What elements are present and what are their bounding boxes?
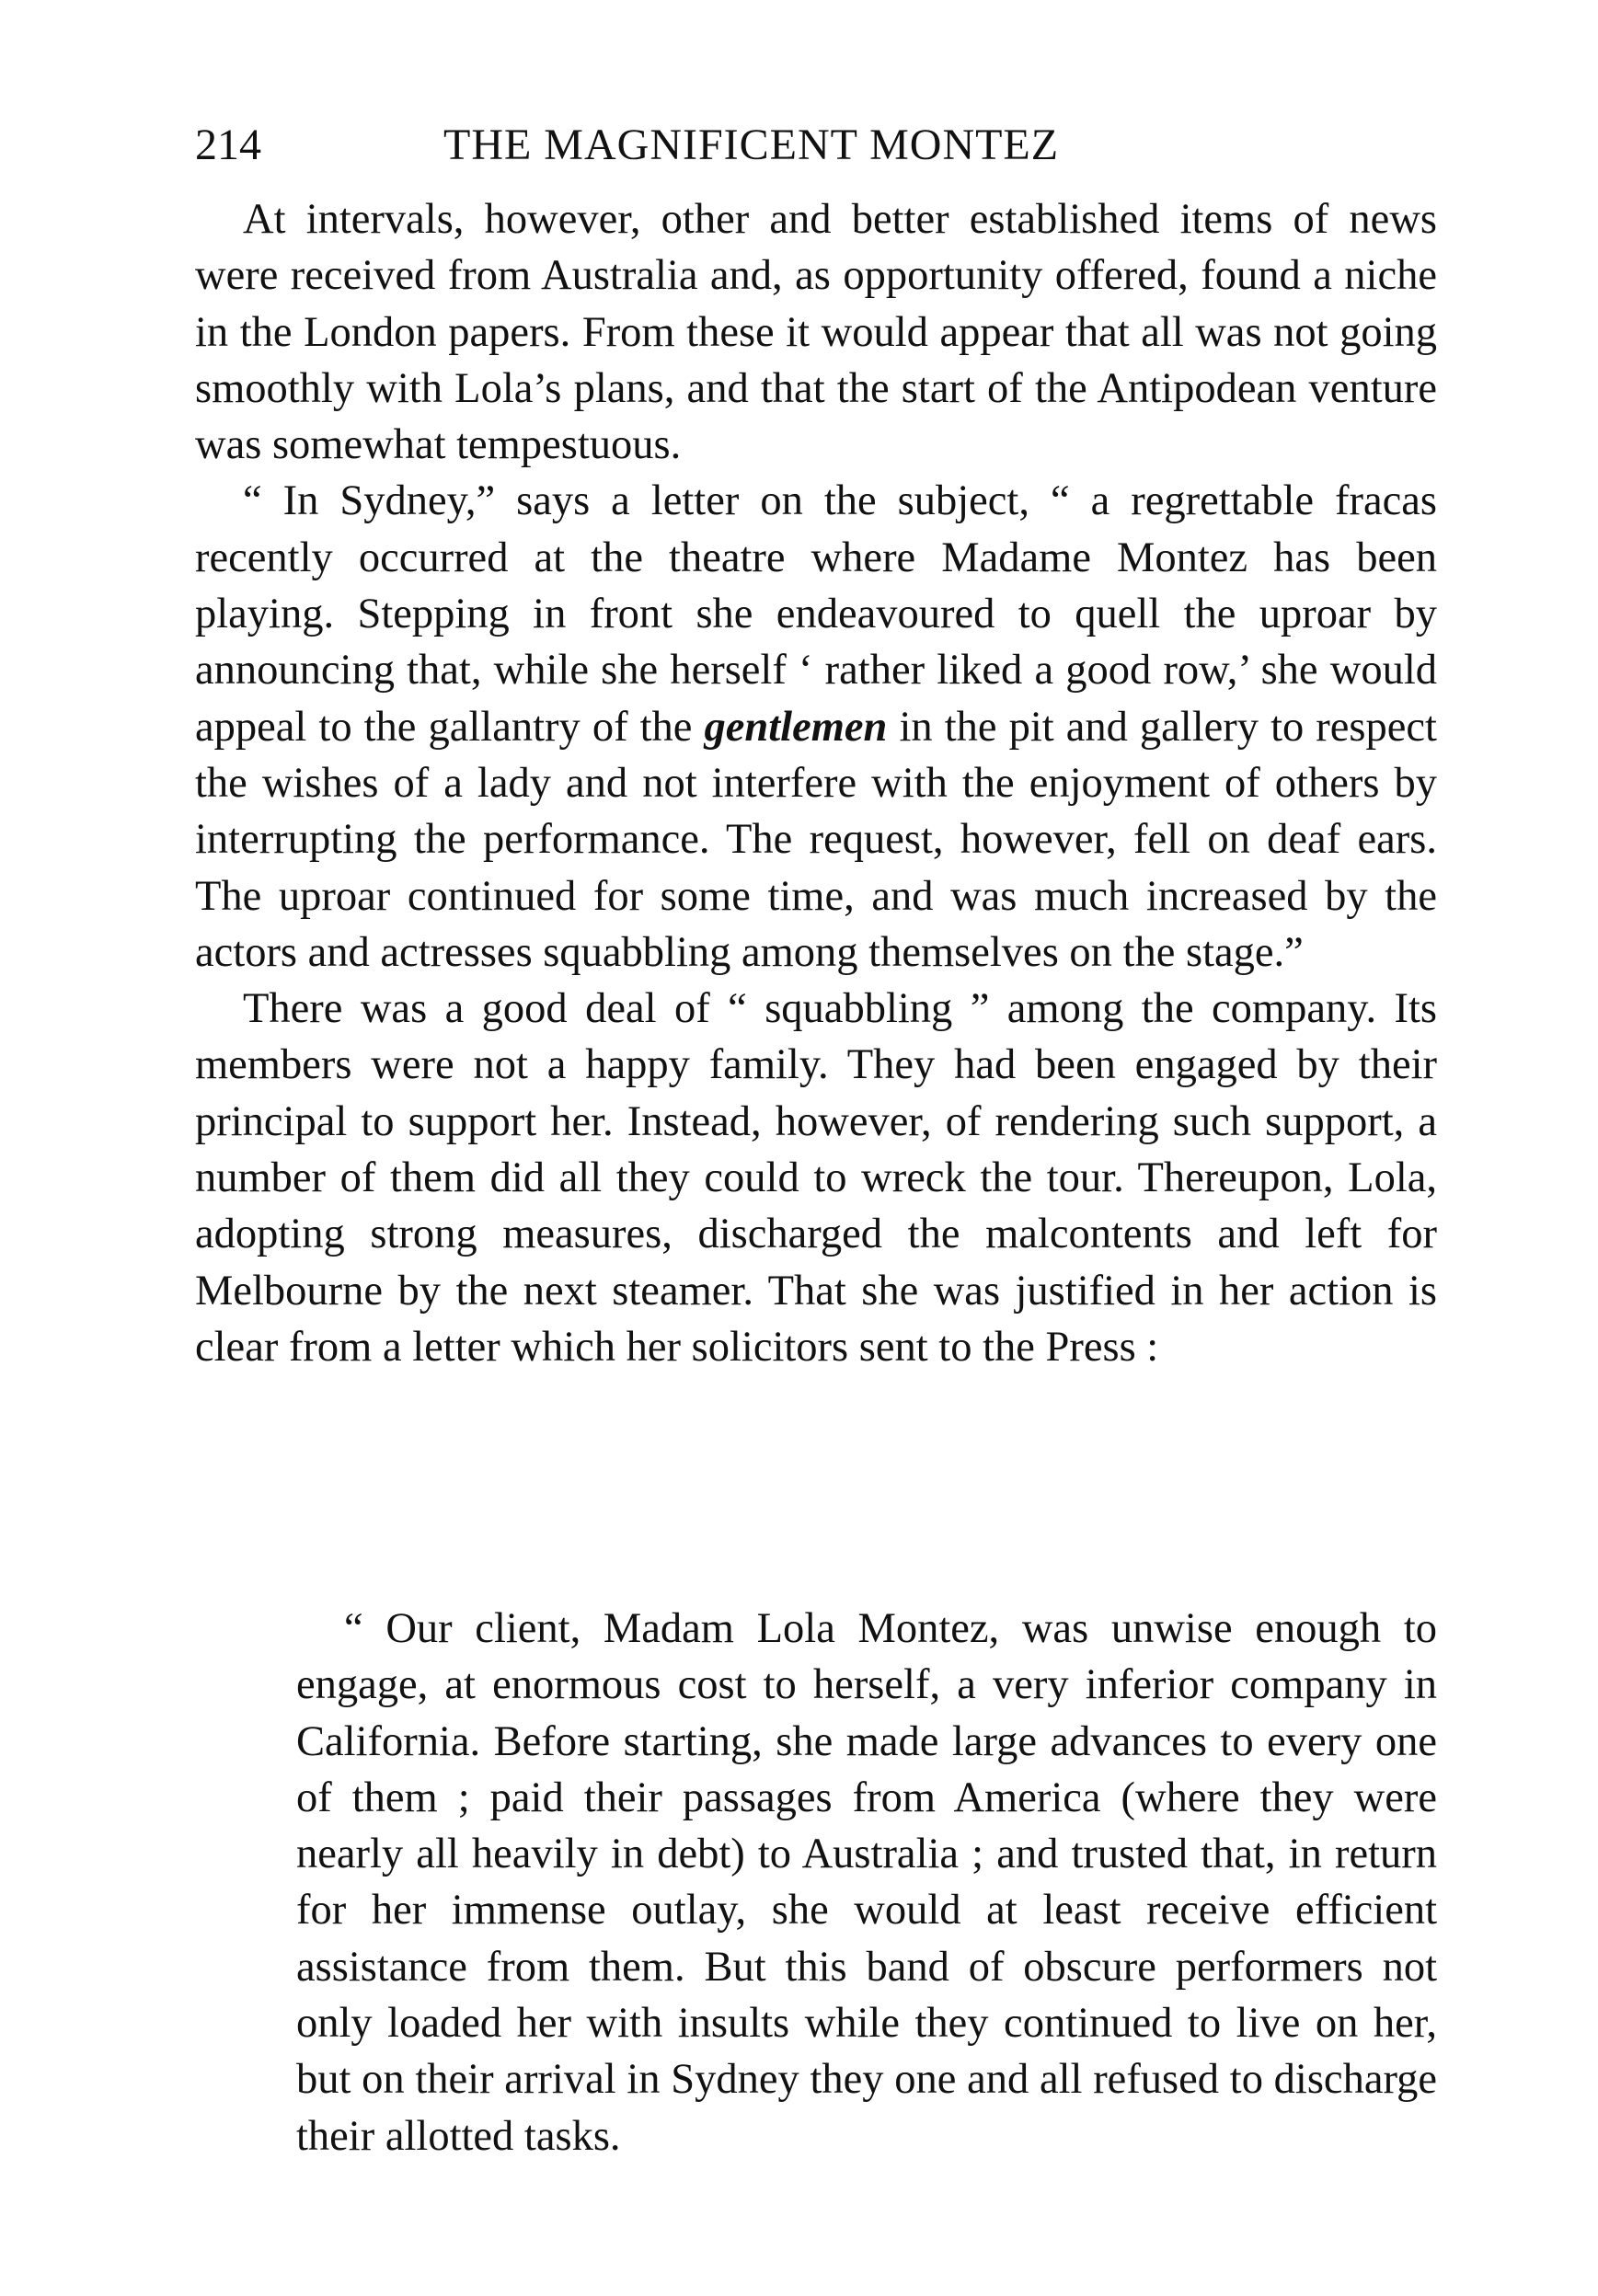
paragraph-3: There was a good deal of “ squabbling ” among the company. Its members were not a happy family. They had been engaged by their principal to support her. Instead, however, of rendering such support, a number of them did all they could to wreck the tour. Thereupon, Lola, adopting strong measures, discharged the malcontents and left for Melbourne by the next steamer. That she was justified in her action is clear from a letter which her solicitors sent to the Press : — [195, 985, 1437, 1371]
italic-word: gentlemen — [704, 703, 888, 751]
running-title: THE MAGNIFICENT MONTEZ — [443, 121, 1060, 169]
paragraph-2-start: “ In Sydney,” says a letter on the subject, “ a regrettable fracas recently occurred at the theatre where Madame Montez has been playing. Stepping in front she endeavoured to quell the uproar by announcing that, while she herself ‘ rather liked a good row,’ she would appeal to the gallantry of the — [195, 477, 1437, 751]
paragraph-2 — [195, 473, 1437, 981]
quote-paragraph: “ Our client, Madam Lola Montez, was unwise enough to engage, at enormous cost to herself, a very inferior company in California. Before starting, she made large advances to every one of them ; paid their passages from America (where they were nearly all heavily in debt) to Australia ; and trusted that, in return for her immense outlay, she would at least receive efficient assistance from them. But this band of obscure performers not only loaded her with insults while they continued to live on her, but on their arrival in Sydney they one and all refused to discharge their allotted tasks. — [296, 1605, 1437, 2160]
block-quote — [296, 1601, 1437, 2164]
running-head — [195, 118, 1207, 173]
paragraph-1: At intervals, however, other and better established items of news were received from Australia and, as opportunity offered, found a niche in the London papers. From these it would appear that all was not going smoothly with Lola’s plans, and that the start of the Antipodean venture was somewhat tempestuous. — [195, 196, 1437, 469]
paragraph-2-end: in the pit and gallery to respect the wishes of a lady and not interfere with the enjoyment of others by interrupting the performance. The request, however, fell on deaf ears. The uproar continued for some time, and was much increased by the actors and actresses squabbling among themselves on the stage.” — [195, 703, 1437, 976]
page-number: 214 — [195, 121, 261, 169]
body-text — [195, 191, 1437, 1375]
